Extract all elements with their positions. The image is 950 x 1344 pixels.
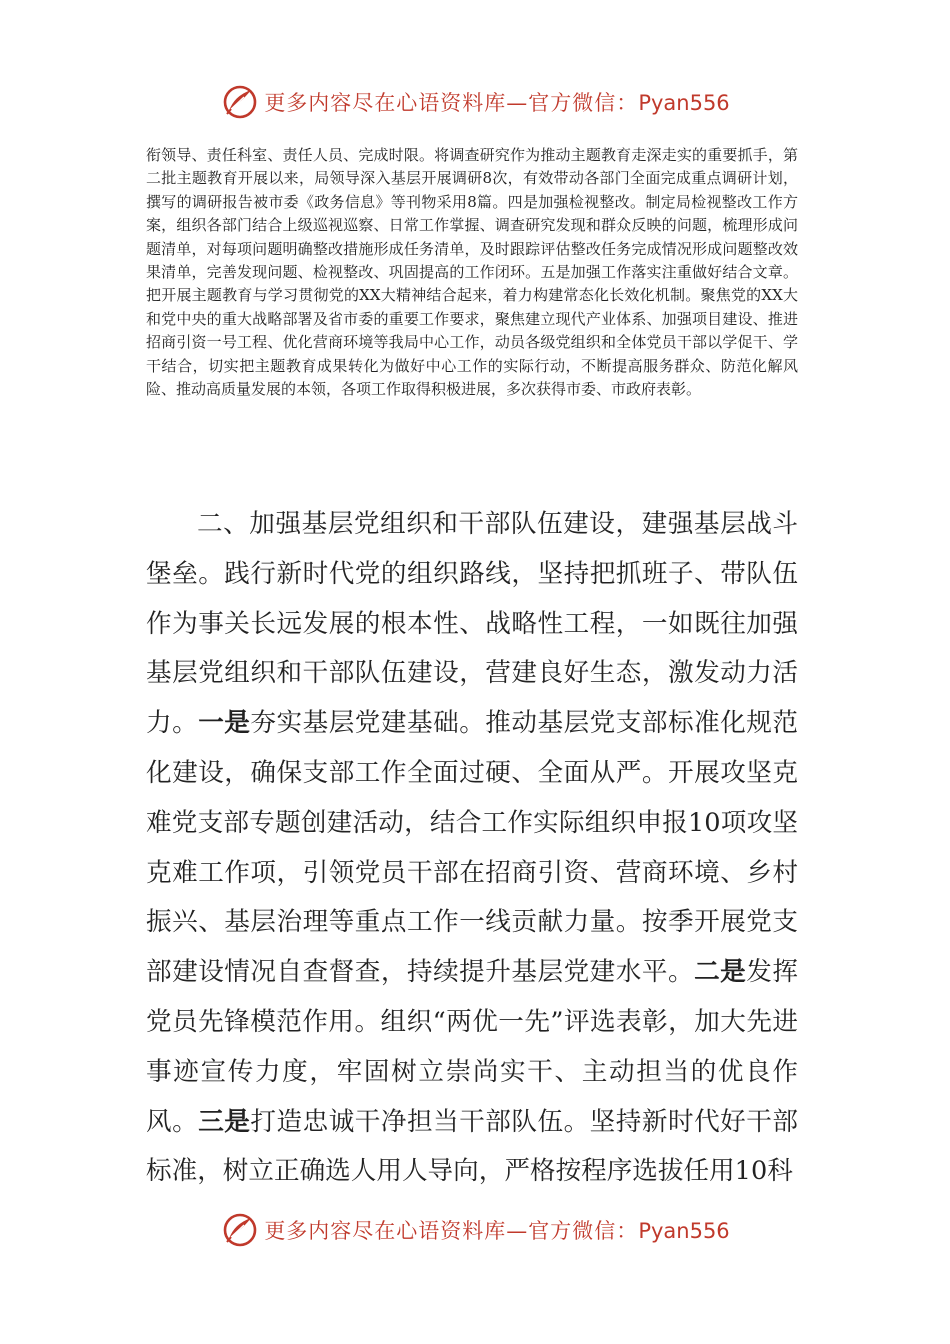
- watermark-text: 更多内容尽在心语资料库—官方微信：Pyan556: [264, 91, 730, 115]
- point-three-text: 打造忠诚干净担当干部队伍。坚持新时代好干部标准，树立正确选人用人导向，严格按程序选拔任用10科: [146, 1106, 798, 1187]
- quill-logo-icon: [220, 82, 260, 122]
- point-one-text: 夯实基层党建基础。推动基层党支部标准化规范化建设，确保支部工作全面过硬、全面从严。开展攻坚克难党支部专题创建活动，结合工作实际组织申报10项攻坚克难工作项，引领党员干部在招商引资、营商环境、乡村振兴、基层治理等重点工作一线贡献力量。按季开展党支部建设情况自查督查，持续提升基层党建水平。: [146, 708, 798, 988]
- point-one-label: 一是: [198, 708, 251, 739]
- point-three-label: 三是: [198, 1106, 251, 1137]
- watermark-banner-bottom: [0, 1208, 950, 1252]
- section-two-intro: 二、加强基层党组织和干部队伍建设，建强基层战斗堡垒。践行新时代党的组织路线，坚持把抓班子、带队伍作为事关长远发展的根本性、战略性工程，一如既往加强基层党组织和干部队伍建设，营建良好生态，激发动力活力。: [146, 509, 798, 739]
- section-two-paragraph: [146, 500, 798, 1197]
- watermark-banner-top: [0, 80, 950, 124]
- point-two-label: 二是: [694, 957, 747, 988]
- quill-logo-icon: [220, 1210, 260, 1250]
- point-two-text: 发挥党员先锋模范作用。组织“两优一先”评选表彰，加大先进事迹宣传力度，牢固树立崇尚实干、主动担当的优良作风。: [146, 957, 798, 1137]
- watermark-text: 更多内容尽在心语资料库—官方微信：Pyan556: [264, 1219, 730, 1243]
- continuation-paragraph: 衔领导、责任科室、责任人员、完成时限。将调查研究作为推动主题教育走深走实的重要抓手，第二批主题教育开展以来，局领导深入基层开展调研8次，有效带动各部门全面完成重点调研计划，撰写的调研报告被市委《政务信息》等刊物采用8篇。四是加强检视整改。制定局检视整改工作方案，组织各部门结合上级巡视巡察、日常工作掌握、调查研究发现和群众反映的问题，梳理形成问题清单，对每项问题明确整改措施形成任务清单，及时跟踪评估整改任务完成情况形成问题整改效果清单，完善发现问题、检视整改、巩固提高的工作闭环。五是加强工作落实注重做好结合文章。把开展主题教育与学习贯彻党的XX大精神结合起来，着力构建常态化长效化机制。聚焦党的XX大和党中央的重大战略部署及省市委的重要工作要求，聚焦建立现代产业体系、加强项目建设、推进招商引资一号工程、优化营商环境等我局中心工作，动员各级党组织和全体党员干部以学促干、学干结合，切实把主题教育成果转化为做好中心工作的实际行动，不断提高服务群众、防范化解风险、推动高质量发展的本领，各项工作取得积极进展，多次获得市委、市政府表彰。: [146, 146, 798, 399]
